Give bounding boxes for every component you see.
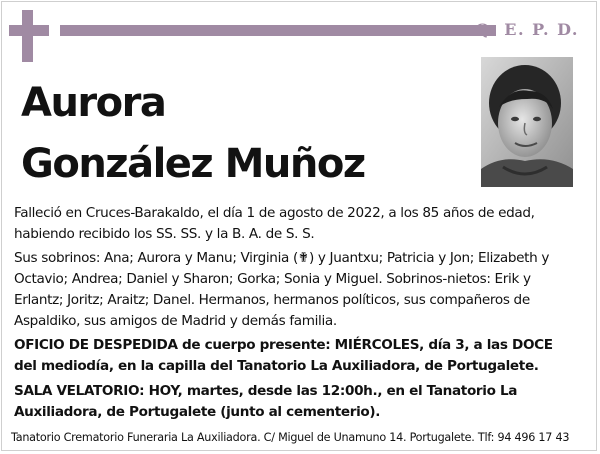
deceased-first-name: Aurora xyxy=(21,80,166,126)
funeral-home-footer: Tanatorio Crematorio Funeraria La Auxiliadora. C/ Miguel de Unamuno 14. Portugalete. Tlf: 94 496 17 43 xyxy=(11,431,570,444)
cross-icon xyxy=(9,10,49,62)
header-rule xyxy=(60,25,496,36)
qepd-label: Q. E. P. D. xyxy=(475,20,579,39)
deceased-surnames: González Muñoz xyxy=(21,141,365,187)
family-list-part-1: Sus sobrinos: Ana; Aurora y Manu; Virginia ( xyxy=(14,250,298,266)
family-list xyxy=(14,248,570,332)
portrait-photo xyxy=(481,57,573,187)
portrait-image xyxy=(481,57,573,187)
wake-room: SALA VELATORIO: HOY, martes, desde las 12:00h., en el Tanatorio La Auxiliadora, de Portugalete (junto al cementerio). xyxy=(14,383,518,420)
small-cross-icon: ✟ xyxy=(297,250,309,266)
death-notice: Falleció en Cruces-Barakaldo, el día 1 de agosto de 2022, a los 85 años de edad, habiendo recibido los SS. SS. y la B. A. de S. S. xyxy=(14,205,535,242)
farewell-service: OFICIO DE DESPEDIDA de cuerpo presente: MIÉRCOLES, día 3, a las DOCE del mediodía, en la capilla del Tanatorio La Auxiliadora, de Portugalete. xyxy=(14,337,553,374)
family-list-part-2: ) y Juantxu; Patricia y Jon; Elizabeth y Octavio; Andrea; Daniel y Sharon; Gorka; Sonia y Miguel. Sobrinos-nietos: Erik y Erlantz; Joritz; Araitz; Danel. Hermanos, hermanos políticos, sus compañeros de Aspaldiko, sus amigos de Madrid y demás familia. xyxy=(14,250,550,329)
